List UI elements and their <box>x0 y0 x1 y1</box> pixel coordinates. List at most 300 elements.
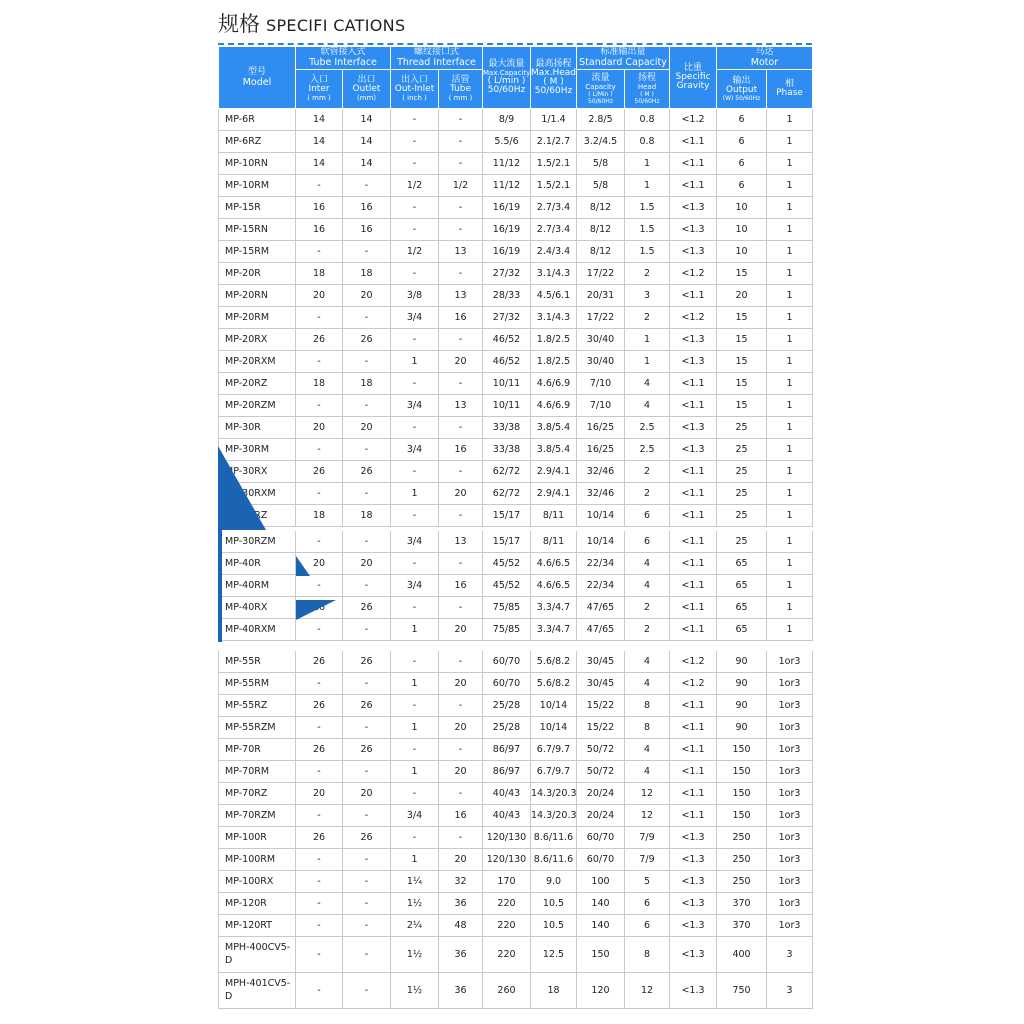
spec-cell: - <box>296 439 343 461</box>
header-out-inlet: 出入口 Out-Inlet ( inch ) <box>391 70 439 109</box>
spec-cell: 15 <box>717 329 767 351</box>
spec-cell: <1.1 <box>670 553 717 575</box>
spec-cell: 8/12 <box>577 197 625 219</box>
spec-cell: 5/8 <box>577 153 625 175</box>
spec-cell: 10.5 <box>531 915 577 937</box>
spec-cell: - <box>391 827 439 849</box>
spec-cell: 1.8/2.5 <box>531 329 577 351</box>
spec-cell: 16 <box>343 197 391 219</box>
spec-cell: 1or3 <box>767 827 813 849</box>
spec-cell: 25 <box>717 461 767 483</box>
model-cell: MP-20RN <box>219 285 296 307</box>
spec-cell: - <box>343 575 391 597</box>
spec-cell: 3/4 <box>391 395 439 417</box>
spec-cell: 10 <box>717 219 767 241</box>
spec-cell: 120/130 <box>483 849 531 871</box>
spec-cell: 150 <box>717 783 767 805</box>
spec-cell: 4 <box>625 575 670 597</box>
spec-cell: - <box>439 651 483 673</box>
spec-cell: - <box>343 973 391 1009</box>
decorative-blue-bar <box>218 530 222 642</box>
spec-cell: 1½ <box>391 893 439 915</box>
table-row <box>219 197 813 219</box>
spec-cell: 10/11 <box>483 395 531 417</box>
spec-cell: 14.3/20.3 <box>531 783 577 805</box>
spec-cell: 2 <box>625 597 670 619</box>
spec-cell: <1.3 <box>670 197 717 219</box>
spec-cell: 100 <box>577 871 625 893</box>
spec-cell: 6.7/9.7 <box>531 761 577 783</box>
spec-cell: 120/130 <box>483 827 531 849</box>
spec-cell: 25 <box>717 439 767 461</box>
spec-cell: 25 <box>717 531 767 553</box>
table-row <box>219 783 813 805</box>
spec-cell: 1¼ <box>391 871 439 893</box>
spec-cell: 20/31 <box>577 285 625 307</box>
spec-cell: - <box>343 619 391 641</box>
spec-cell: 20 <box>439 761 483 783</box>
spec-cell: 14 <box>296 109 343 131</box>
spec-cell: - <box>296 307 343 329</box>
model-cell: MP-15RM <box>219 241 296 263</box>
title-divider <box>218 43 812 45</box>
spec-cell: - <box>296 241 343 263</box>
spec-cell: 65 <box>717 597 767 619</box>
spec-cell: 30/45 <box>577 651 625 673</box>
spec-cell: 16 <box>296 197 343 219</box>
spec-cell: 13 <box>439 531 483 553</box>
spec-cell: 50/72 <box>577 761 625 783</box>
spec-cell: 10/11 <box>483 373 531 395</box>
spec-cell: - <box>343 483 391 505</box>
spec-cell: 1 <box>767 373 813 395</box>
header-standard-capacity: 标准输出量 Standard Capacity <box>577 47 670 70</box>
table-row <box>219 263 813 285</box>
spec-cell: 1 <box>767 553 813 575</box>
spec-cell: 25/28 <box>483 695 531 717</box>
spec-cell: 2 <box>625 461 670 483</box>
spec-cell: <1.1 <box>670 695 717 717</box>
spec-cell: 6 <box>625 893 670 915</box>
spec-cell: 2.9/4.1 <box>531 483 577 505</box>
spec-cell: - <box>439 153 483 175</box>
spec-cell: 6 <box>625 915 670 937</box>
spec-cell: 7/10 <box>577 373 625 395</box>
spec-cell: 1 <box>767 153 813 175</box>
spec-cell: 16 <box>343 219 391 241</box>
decorative-blue-shape <box>296 556 310 576</box>
spec-cell: 140 <box>577 893 625 915</box>
spec-cell: <1.3 <box>670 915 717 937</box>
model-cell: MP-20RM <box>219 307 296 329</box>
spec-cell: 20 <box>439 483 483 505</box>
spec-cell: 27/32 <box>483 263 531 285</box>
spec-cell: 1 <box>767 483 813 505</box>
spec-cell: 1 <box>767 263 813 285</box>
spec-cell: 11/12 <box>483 153 531 175</box>
spec-cell: 250 <box>717 827 767 849</box>
model-cell: MP-40R <box>219 553 296 575</box>
spec-cell: 90 <box>717 651 767 673</box>
spec-cell: 15 <box>717 395 767 417</box>
spec-cell: 2¼ <box>391 915 439 937</box>
spec-cell: 250 <box>717 849 767 871</box>
spec-cell: <1.1 <box>670 717 717 739</box>
spec-cell: 30/40 <box>577 351 625 373</box>
spec-cell: 20 <box>296 417 343 439</box>
spec-cell: 1 <box>625 351 670 373</box>
spec-cell: 8/12 <box>577 219 625 241</box>
header-motor: 马达 Motor <box>717 47 813 70</box>
header-model: 型号 Model <box>219 47 296 109</box>
spec-cell: 20 <box>439 351 483 373</box>
spec-cell: 2 <box>625 307 670 329</box>
spec-cell: 32/46 <box>577 483 625 505</box>
spec-cell: 18 <box>343 263 391 285</box>
spec-cell: 3 <box>767 973 813 1009</box>
spec-cell: <1.2 <box>670 651 717 673</box>
spec-cell: 7/9 <box>625 849 670 871</box>
spec-cell: 1 <box>391 761 439 783</box>
spec-cell: 25 <box>717 505 767 527</box>
spec-cell: 1 <box>767 109 813 131</box>
spec-cell: <1.3 <box>670 871 717 893</box>
spec-cell: 1 <box>767 175 813 197</box>
table-row <box>219 915 813 937</box>
spec-cell: 32 <box>439 871 483 893</box>
spec-cell: 220 <box>483 915 531 937</box>
spec-cell: 20 <box>296 783 343 805</box>
spec-cell: 1or3 <box>767 651 813 673</box>
spec-cell: 10.5 <box>531 893 577 915</box>
spec-cell: 8 <box>625 717 670 739</box>
spec-cell: 2.5 <box>625 417 670 439</box>
spec-cell: - <box>296 351 343 373</box>
spec-cell: 3/4 <box>391 439 439 461</box>
spec-cell: <1.3 <box>670 893 717 915</box>
spec-cell: 62/72 <box>483 483 531 505</box>
spec-cell: 2.9/4.1 <box>531 461 577 483</box>
title-en: SPECIFI CATIONS <box>266 16 406 35</box>
header-specific-gravity: 比重 Specific Gravity <box>670 47 717 109</box>
spec-cell: 1or3 <box>767 849 813 871</box>
spec-cell: 20 <box>439 849 483 871</box>
model-cell: MP-20R <box>219 263 296 285</box>
header-tube-interface: 软管接入式 Tube Interface <box>296 47 391 70</box>
spec-cell: 20 <box>343 417 391 439</box>
spec-cell: 33/38 <box>483 417 531 439</box>
spec-cell: 18 <box>296 505 343 527</box>
spec-cell: - <box>296 761 343 783</box>
spec-cell: - <box>391 109 439 131</box>
spec-cell: 20 <box>439 673 483 695</box>
spec-cell: - <box>391 219 439 241</box>
spec-cell: 65 <box>717 619 767 641</box>
spec-cell: 12 <box>625 805 670 827</box>
spec-cell: - <box>391 197 439 219</box>
spec-cell: - <box>439 739 483 761</box>
spec-cell: 120 <box>577 973 625 1009</box>
spec-cell: 6 <box>717 153 767 175</box>
spec-cell: <1.1 <box>670 619 717 641</box>
spec-cell: - <box>343 871 391 893</box>
model-cell: MP-20RZ <box>219 373 296 395</box>
spec-cell: <1.1 <box>670 531 717 553</box>
table-row <box>219 651 813 673</box>
model-cell: MP-30RZ <box>219 505 296 527</box>
spec-cell: 260 <box>483 973 531 1009</box>
spec-cell: 4 <box>625 739 670 761</box>
spec-cell: 6 <box>717 175 767 197</box>
spec-cell: 75/85 <box>483 619 531 641</box>
spec-cell: 1 <box>767 461 813 483</box>
table-row <box>219 673 813 695</box>
spec-cell: 150 <box>717 805 767 827</box>
spec-cell: 90 <box>717 695 767 717</box>
page-title <box>218 8 405 40</box>
spec-cell: - <box>296 937 343 973</box>
spec-cell: - <box>296 915 343 937</box>
spec-cell: 1½ <box>391 937 439 973</box>
table-row <box>219 805 813 827</box>
spec-cell: 1/1.4 <box>531 109 577 131</box>
spec-cell: 14.3/20.3 <box>531 805 577 827</box>
spec-cell: 1 <box>767 131 813 153</box>
model-cell: MPH-401CV5-D <box>219 973 296 1009</box>
spec-cell: 33/38 <box>483 439 531 461</box>
spec-cell: - <box>343 241 391 263</box>
spec-cell: - <box>391 505 439 527</box>
spec-cell: 40/43 <box>483 783 531 805</box>
model-cell: MP-30RXM <box>219 483 296 505</box>
spec-cell: - <box>391 373 439 395</box>
spec-cell: - <box>343 351 391 373</box>
model-cell: MP-120R <box>219 893 296 915</box>
spec-cell: 65 <box>717 575 767 597</box>
spec-cell: 22/34 <box>577 553 625 575</box>
table-row <box>219 131 813 153</box>
spec-cell: - <box>296 973 343 1009</box>
spec-cell: 46/52 <box>483 329 531 351</box>
spec-cell: - <box>439 505 483 527</box>
model-cell: MP-55RZ <box>219 695 296 717</box>
spec-cell: 45/52 <box>483 553 531 575</box>
spec-cell: 400 <box>717 937 767 973</box>
model-cell: MP-70RZM <box>219 805 296 827</box>
spec-cell: 26 <box>343 739 391 761</box>
table-header <box>219 47 813 109</box>
spec-cell: 5/8 <box>577 175 625 197</box>
spec-cell: 16/25 <box>577 417 625 439</box>
spec-cell: <1.3 <box>670 973 717 1009</box>
section-gap <box>219 641 813 652</box>
model-cell: MP-40RX <box>219 597 296 619</box>
spec-cell: 15 <box>717 263 767 285</box>
spec-cell: - <box>296 673 343 695</box>
spec-cell: <1.1 <box>670 131 717 153</box>
spec-cell: 1 <box>391 483 439 505</box>
header-phase: 相 Phase <box>767 70 813 109</box>
spec-cell: 2.5 <box>625 439 670 461</box>
spec-cell: - <box>343 531 391 553</box>
spec-cell: 12 <box>625 973 670 1009</box>
spec-cell: 26 <box>343 461 391 483</box>
table-row <box>219 505 813 527</box>
table-row <box>219 219 813 241</box>
spec-cell: 47/65 <box>577 619 625 641</box>
spec-cell: 1 <box>767 395 813 417</box>
spec-cell: 1or3 <box>767 717 813 739</box>
table-row <box>219 973 813 1009</box>
spec-cell: 26 <box>296 695 343 717</box>
model-cell: MP-120RT <box>219 915 296 937</box>
spec-cell: - <box>296 849 343 871</box>
spec-cell: - <box>296 871 343 893</box>
model-cell: MP-55R <box>219 651 296 673</box>
spec-cell: - <box>296 395 343 417</box>
spec-cell: 250 <box>717 871 767 893</box>
spec-cell: 1 <box>767 505 813 527</box>
spec-cell: 16 <box>296 219 343 241</box>
spec-cell: <1.3 <box>670 439 717 461</box>
spec-cell: <1.3 <box>670 417 717 439</box>
spec-cell: 3 <box>625 285 670 307</box>
spec-cell: 4 <box>625 761 670 783</box>
spec-cell: 22/34 <box>577 575 625 597</box>
spec-cell: 4.6/6.5 <box>531 575 577 597</box>
table-row <box>219 827 813 849</box>
model-cell: MP-40RXM <box>219 619 296 641</box>
spec-cell: - <box>439 131 483 153</box>
spec-cell: 47/65 <box>577 597 625 619</box>
model-cell: MP-30R <box>219 417 296 439</box>
spec-cell: 1/2 <box>391 241 439 263</box>
model-cell: MP-55RZM <box>219 717 296 739</box>
spec-cell: 750 <box>717 973 767 1009</box>
spec-cell: 15/22 <box>577 717 625 739</box>
spec-cell: 20/24 <box>577 783 625 805</box>
spec-cell: 20 <box>717 285 767 307</box>
spec-cell: 220 <box>483 937 531 973</box>
spec-cell: 3/4 <box>391 307 439 329</box>
spec-cell: 2.8/5 <box>577 109 625 131</box>
spec-cell: 90 <box>717 717 767 739</box>
spec-cell: 26 <box>343 827 391 849</box>
spec-cell: 4.5/6.1 <box>531 285 577 307</box>
spec-cell: 16 <box>439 575 483 597</box>
spec-cell: 3/4 <box>391 575 439 597</box>
model-cell: MP-15RN <box>219 219 296 241</box>
spec-cell: 13 <box>439 395 483 417</box>
spec-cell: 17/22 <box>577 307 625 329</box>
spec-cell: 1or3 <box>767 805 813 827</box>
spec-cell: 62/72 <box>483 461 531 483</box>
spec-cell: 3.8/5.4 <box>531 417 577 439</box>
model-cell: MP-100R <box>219 827 296 849</box>
spec-cell: <1.2 <box>670 673 717 695</box>
spec-cell: 26 <box>296 739 343 761</box>
spec-cell: 1or3 <box>767 915 813 937</box>
spec-cell: 1 <box>767 241 813 263</box>
spec-cell: 60/70 <box>577 849 625 871</box>
spec-cell: 1 <box>767 329 813 351</box>
spec-cell: 11/12 <box>483 175 531 197</box>
spec-cell: 3.3/4.7 <box>531 597 577 619</box>
spec-cell: <1.1 <box>670 285 717 307</box>
spec-cell: 8 <box>625 937 670 973</box>
table-row <box>219 531 813 553</box>
spec-cell: - <box>439 417 483 439</box>
spec-cell: <1.1 <box>670 805 717 827</box>
table-row <box>219 893 813 915</box>
spec-cell: <1.3 <box>670 937 717 973</box>
spec-cell: 1.5/2.1 <box>531 175 577 197</box>
spec-cell: 150 <box>577 937 625 973</box>
spec-cell: - <box>343 439 391 461</box>
spec-cell: 1or3 <box>767 673 813 695</box>
spec-cell: 1/2 <box>391 175 439 197</box>
spec-cell: 5.6/8.2 <box>531 651 577 673</box>
spec-cell: - <box>343 175 391 197</box>
spec-cell: - <box>391 329 439 351</box>
header-max-head: 最高扬程 Max.Head ( M ) 50/60Hz <box>531 47 577 109</box>
spec-cell: - <box>343 805 391 827</box>
spec-cell: 1.8/2.5 <box>531 351 577 373</box>
model-cell: MP-70RM <box>219 761 296 783</box>
spec-cell: - <box>343 673 391 695</box>
spec-cell: - <box>439 373 483 395</box>
model-cell: MP-20RZM <box>219 395 296 417</box>
spec-cell: 1 <box>767 619 813 641</box>
table-row <box>219 285 813 307</box>
spec-cell: 6 <box>717 131 767 153</box>
table-row <box>219 417 813 439</box>
spec-cell: 26 <box>296 461 343 483</box>
spec-cell: 25/28 <box>483 717 531 739</box>
spec-cell: 1 <box>625 175 670 197</box>
spec-cell: - <box>296 805 343 827</box>
spec-cell: 1½ <box>391 973 439 1009</box>
spec-cell: - <box>391 131 439 153</box>
header-std-flow: 流量 Capacity ( L/Min ) 50/60Hz <box>577 70 625 109</box>
spec-cell: 1 <box>767 439 813 461</box>
spec-cell: 50/72 <box>577 739 625 761</box>
decorative-blue-wedge <box>218 446 266 530</box>
spec-cell: - <box>296 483 343 505</box>
spec-cell: 36 <box>439 893 483 915</box>
spec-cell: 0.8 <box>625 109 670 131</box>
spec-cell: 8.6/11.6 <box>531 827 577 849</box>
spec-cell: 18 <box>343 505 391 527</box>
spec-cell: 2.7/3.4 <box>531 219 577 241</box>
spec-cell: 0.8 <box>625 131 670 153</box>
spec-cell: 7/9 <box>625 827 670 849</box>
spec-cell: 4 <box>625 373 670 395</box>
table-row <box>219 395 813 417</box>
spec-cell: - <box>439 783 483 805</box>
spec-cell: 17/22 <box>577 263 625 285</box>
spec-cell: 20 <box>439 619 483 641</box>
spec-cell: 8/11 <box>531 505 577 527</box>
spec-cell: 20/24 <box>577 805 625 827</box>
spec-cell: 2.7/3.4 <box>531 197 577 219</box>
spec-cell: 15/22 <box>577 695 625 717</box>
spec-cell: 1 <box>391 673 439 695</box>
spec-cell: 30/45 <box>577 673 625 695</box>
spec-cell: 20 <box>343 553 391 575</box>
spec-cell: - <box>439 109 483 131</box>
decorative-blue-shape <box>296 600 336 620</box>
